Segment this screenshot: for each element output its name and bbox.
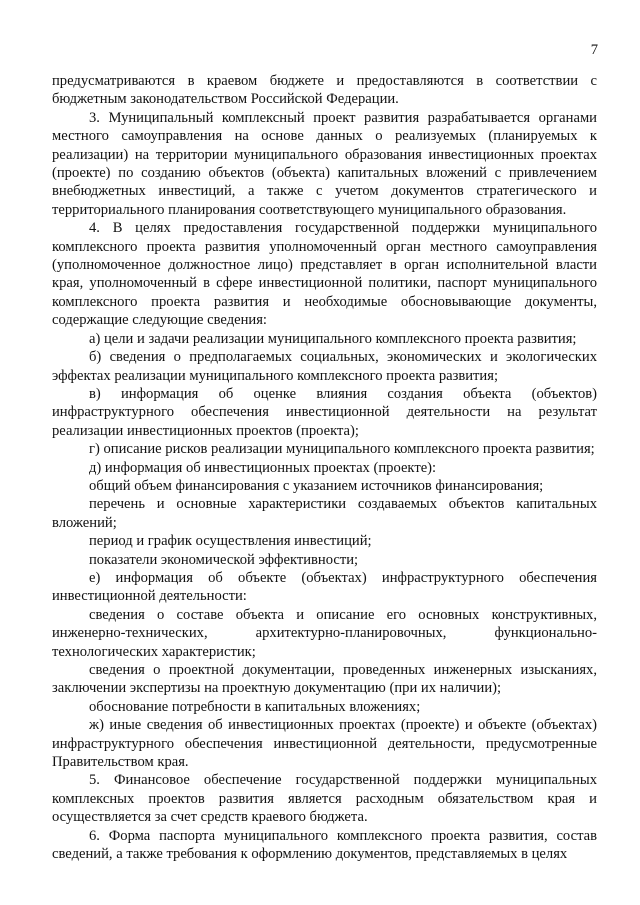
paragraph: предусматриваются в краевом бюджете и предоставляются в соответствии с бюджетным законодательством Российской Федерации. — [52, 73, 597, 108]
paragraph: 4. В целях предоставления государственной поддержки муниципального комплексного проекта развития уполномоченный орган местного самоуправления (уполномоченное должностное лицо) представляет в орган исполнительной власти края, уполномоченный в сфере инвестиционной политики, паспорт муниципального комплексного проекта развития и необходимые обосновывающие документы, содержащие следующие сведения: — [52, 220, 597, 329]
paragraph: а) цели и задачи реализации муниципального комплексного проекта развития; — [89, 330, 577, 347]
paragraph: перечень и основные характеристики создаваемых объектов капитальных вложений; — [52, 496, 597, 531]
paragraph: е) информация об объекте (объектах) инфраструктурного обеспечения инвестиционной деятельности: — [52, 569, 597, 605]
paragraph: обоснование потребности в капитальных вложениях; — [89, 698, 421, 715]
paragraph: период и график осуществления инвестиций; — [89, 533, 372, 550]
page-number: 7 — [590, 42, 598, 58]
paragraph: сведения о проектной документации, проведенных инженерных изысканиях, заключении экспертизы на проектную документацию (при их наличии); — [52, 662, 597, 697]
paragraph: 6. Форма паспорта муниципального комплексного проекта развития, состав сведений, а также требования к оформлению документов, представляемых в целях — [52, 827, 597, 863]
paragraph: общий объем финансирования с указанием источников финансирования; — [89, 477, 544, 494]
paragraph: показатели экономической эффективности; — [89, 551, 359, 568]
paragraph: в) информация об оценке влияния создания объекта (объектов) инфраструктурного обеспечения инвестиционной деятельности на результат реализации инвестиционных проектов (проекта); — [52, 385, 597, 439]
paragraph: 5. Финансовое обеспечение государственной поддержки муниципальных комплексных проектов развития является расходным обязательством края и осуществляется за счет средств краевого бюджета. — [52, 772, 597, 826]
paragraph: б) сведения о предполагаемых социальных, экономических и экологических эффектах реализации муниципального комплексного проекта развития; — [52, 349, 597, 384]
paragraph: ж) иные сведения об инвестиционных проектах (проекте) и объекте (объектах) инфраструктурного обеспечения инвестиционной деятельности, предусмотренные Правительством края. — [52, 717, 597, 771]
document-body — [52, 72, 597, 863]
paragraph: 3. Муниципальный комплексный проект развития разрабатывается органами местного самоуправления на основе данных о реализуемых (планируемых к реализации) на территории муниципального образования инвестиционных проектах (проекте) по созданию объектов (объекта) капитальных вложений с привлечением внебюджетных инвестиций, а также с учетом документов стратегического и территориального планирования соответствующего муниципального образования. — [52, 109, 597, 218]
paragraph: г) описание рисков реализации муниципального комплексного проекта развития; — [89, 441, 595, 458]
paragraph: сведения о составе объекта и описание его основных конструктивных, инженерно-технических, архитектурно-планировочных, функционально-технологических характеристик; — [52, 606, 597, 660]
paragraph: д) информация об инвестиционных проектах (проекте): — [89, 459, 437, 476]
